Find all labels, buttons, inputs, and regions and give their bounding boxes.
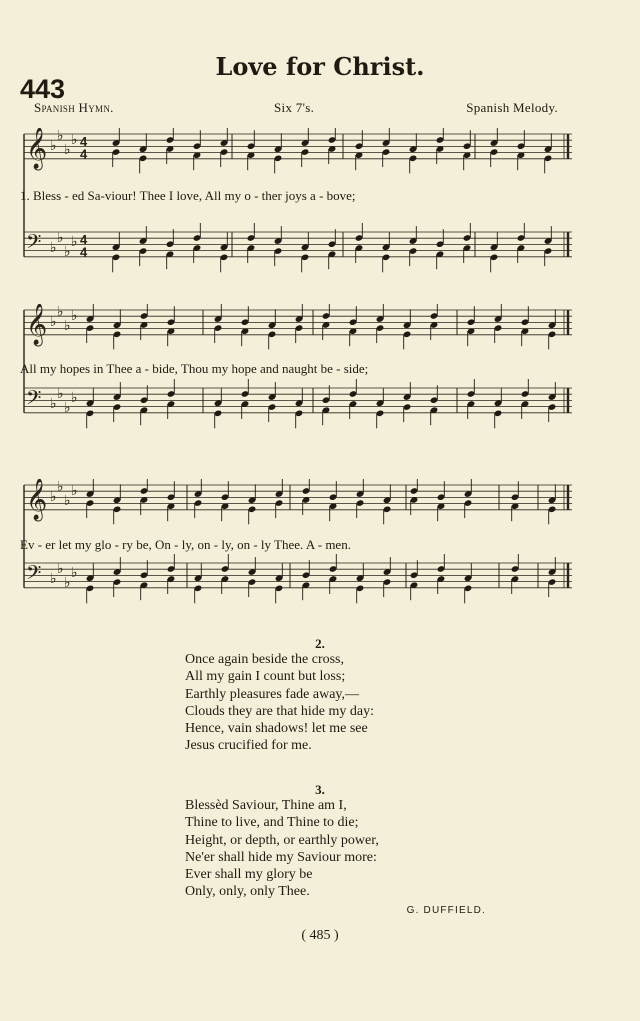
treble-clef: 𝄞 — [26, 479, 48, 520]
lyric-line-1: 1. Bless - ed Sa-viour! Thee I love, All my o - ther joys a - bove; — [20, 188, 356, 203]
flat-sign: ♭ — [64, 493, 71, 509]
treble-clef: 𝄞 — [26, 304, 48, 345]
flat-sign: ♭ — [57, 304, 64, 320]
time-signature: 4 — [80, 146, 88, 162]
flat-sign: ♭ — [64, 400, 71, 416]
stanza-3 — [185, 797, 379, 901]
flat-sign: ♭ — [71, 132, 78, 148]
stanza-line: Height, or depth, or earthly power, — [185, 832, 379, 848]
flat-sign: ♭ — [71, 308, 78, 324]
hymn-number: 443 — [20, 74, 66, 104]
flat-sign: ♭ — [57, 128, 64, 144]
flat-sign: ♭ — [50, 240, 57, 256]
composer: Spanish Melody. — [466, 100, 558, 115]
flat-sign: ♭ — [57, 386, 64, 402]
time-signature: 4 — [80, 244, 88, 260]
flat-sign: ♭ — [71, 483, 78, 499]
author: G. DUFFIELD. — [406, 905, 486, 916]
stanza-line: Clouds they are that hide my day: — [185, 703, 374, 719]
bass-clef: 𝄢 — [26, 230, 42, 258]
flat-sign: ♭ — [64, 142, 71, 158]
flat-sign: ♭ — [50, 571, 57, 587]
time-signature: 4 — [80, 232, 88, 247]
stanza-2-number: 2. — [315, 636, 325, 651]
stanza-line: Blessèd Saviour, Thine am I, — [185, 798, 347, 813]
lyric-line-3: Ev - er let my glo - ry be, On - ly, on - ly, on - ly Thee. A - men. — [20, 537, 351, 552]
stanza-line: All my gain I count but loss; — [185, 669, 346, 685]
lyric-line-2: All my hopes in Thee a - bide, Thou my hope and naught be - side; — [20, 361, 369, 376]
flat-sign: ♭ — [50, 396, 57, 412]
stanza-line: Ever shall my glory be — [185, 867, 313, 883]
flat-sign: ♭ — [64, 244, 71, 260]
hymn-title: Love for Christ. — [215, 52, 425, 81]
flat-sign: ♭ — [50, 138, 57, 154]
stanza-line: Once again beside the cross, — [185, 652, 344, 667]
stanza-line: Only, only, only Thee. — [185, 884, 310, 900]
flat-sign: ♭ — [57, 479, 64, 495]
page-number: ( 485 ) — [301, 928, 339, 943]
flat-sign: ♭ — [57, 561, 64, 577]
meter: Six 7's. — [274, 100, 315, 115]
stanza-line: Earthly pleasures fade away,— — [185, 686, 360, 702]
time-signature: 4 — [80, 134, 88, 149]
treble-clef: 𝄞 — [26, 128, 48, 169]
stanza-line: Ne'er shall hide my Saviour more: — [185, 849, 377, 865]
flat-sign: ♭ — [50, 314, 57, 330]
stanza-line: Jesus crucified for me. — [185, 738, 312, 754]
flat-sign: ♭ — [64, 575, 71, 591]
flat-sign: ♭ — [71, 234, 78, 250]
flat-sign: ♭ — [57, 230, 64, 246]
bass-clef: 𝄢 — [26, 561, 42, 589]
flat-sign: ♭ — [64, 318, 71, 334]
stanza-2 — [185, 651, 374, 755]
stanza-3-number: 3. — [315, 782, 325, 797]
tune-name: Spanish Hymn. — [34, 100, 114, 115]
stanza-line: Thine to live, and Thine to die; — [185, 815, 359, 831]
flat-sign: ♭ — [71, 565, 78, 581]
bass-clef: 𝄢 — [26, 386, 42, 414]
flat-sign: ♭ — [50, 489, 57, 505]
flat-sign: ♭ — [71, 390, 78, 406]
stanza-line: Hence, vain shadows! let me see — [185, 721, 368, 737]
